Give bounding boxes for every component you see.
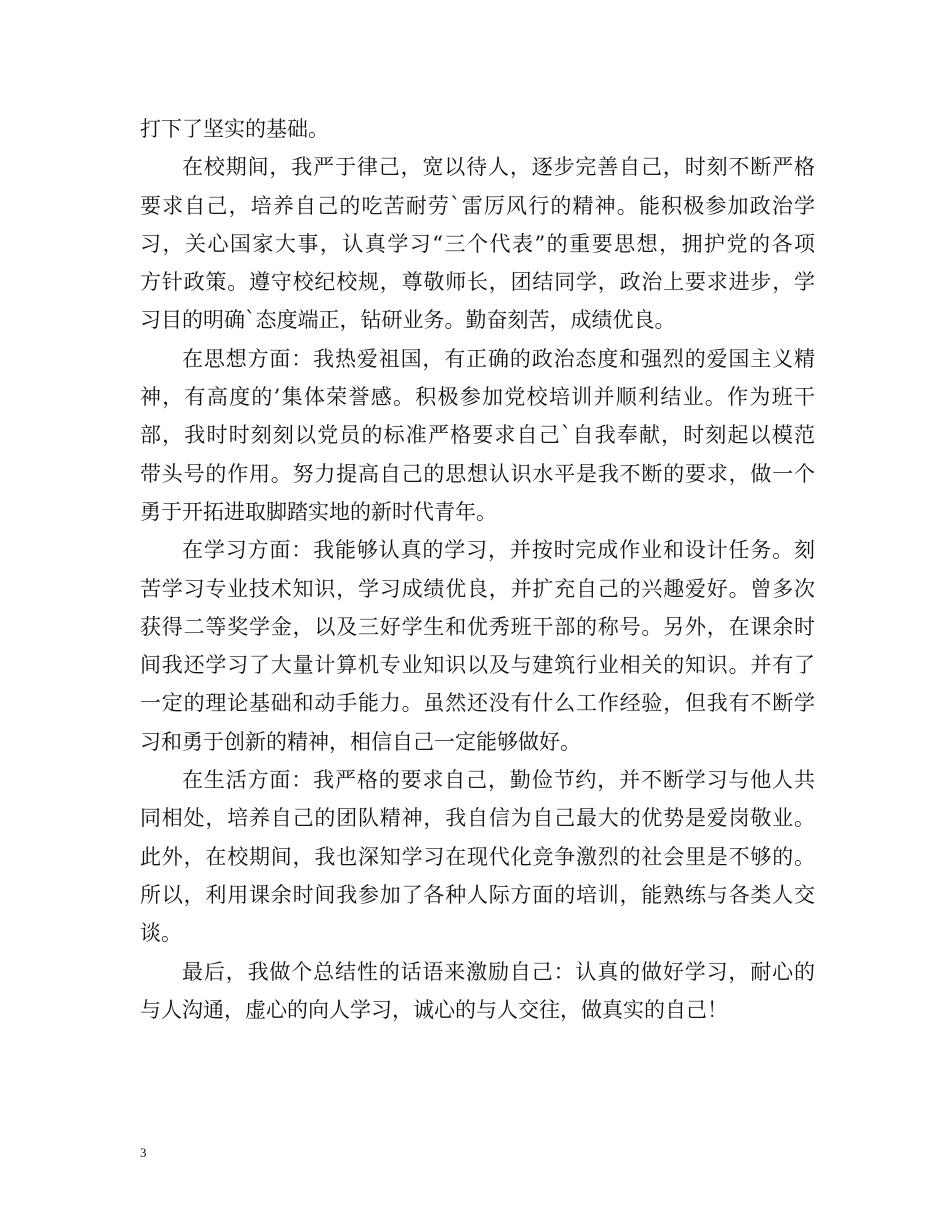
page-number: 3 <box>140 1145 147 1160</box>
text-line: 要求自己，培养自己的吃苦耐劳`雷厉风行的精神。能积极参加政治学 <box>140 193 815 218</box>
text-line: 打下了坚实的基础。 <box>140 117 329 141</box>
text-line: 在生活方面：我严格的要求自己，勤俭节约，并不断学习与他人共 <box>182 768 815 793</box>
paragraph-conclusion <box>140 953 815 1030</box>
text-line: 神，有高度的’集体荣誉感。积极参加党校培训并顺利结业。作为班干 <box>140 385 815 410</box>
text-line: 获得二等奖学金，以及三好学生和优秀班干部的称号。另外，在课余时 <box>140 614 815 639</box>
text-line: 苦学习专业技术知识，学习成绩优良，并扩充自己的兴趣爱好。曾多次 <box>140 576 815 601</box>
text-line: 在学习方面：我能够认真的学习，并按时完成作业和设计任务。刻 <box>182 538 815 563</box>
text-line: 所以，利用课余时间我参加了各种人际方面的培训，能熟练与各类人交 <box>140 882 815 907</box>
text-line: 勇于开拓进取脚踏实地的新时代青年。 <box>140 499 497 524</box>
text-line: 习目的明确`态度端正，钻研业务。勤奋刻苦，成绩优良。 <box>140 308 676 333</box>
text-line: 带头号的作用。努力提高自己的思想认识水平是我不断的要求，做一个 <box>140 461 815 486</box>
text-line: 一定的理论基础和动手能力。虽然还没有什么工作经验，但我有不断学 <box>140 691 815 716</box>
text-line: 在思想方面：我热爱祖国，有正确的政治态度和强烈的爱国主义精 <box>182 346 815 371</box>
paragraph-school-period <box>140 148 815 339</box>
paragraph-ideology <box>140 340 815 531</box>
text-line: 习，关心国家大事，认真学习“三个代表”的重要思想，拥护党的各项 <box>140 231 815 256</box>
paragraph-continuation <box>140 110 815 148</box>
text-line: 与人沟通，虚心的向人学习，诚心的与人交往，做真实的自己！ <box>140 997 728 1022</box>
text-line: 同相处，培养自己的团队精神，我自信为自己最大的优势是爱岗敬业。 <box>140 806 815 831</box>
text-line: 习和勇于创新的精神，相信自己一定能够做好。 <box>140 729 581 754</box>
text-line: 谈。 <box>140 921 182 946</box>
paragraph-study <box>140 531 815 761</box>
paragraph-life <box>140 761 815 952</box>
document-body <box>140 110 815 1029</box>
text-line: 方针政策。遵守校纪校规，尊敬师长，团结同学，政治上要求进步，学 <box>140 270 815 295</box>
text-line: 间我还学习了大量计算机专业知识以及与建筑行业相关的知识。并有了 <box>140 653 815 678</box>
text-line: 部，我时时刻刻以党员的标准严格要求自己`自我奉献，时刻起以模范 <box>140 423 815 448</box>
text-line: 在校期间，我严于律己，宽以待人，逐步完善自己，时刻不断严格 <box>182 155 815 180</box>
text-line: 最后，我做个总结性的话语来激励自己：认真的做好学习，耐心的 <box>182 959 815 984</box>
text-line: 此外，在校期间，我也深知学习在现代化竞争激烈的社会里是不够的。 <box>140 844 815 869</box>
